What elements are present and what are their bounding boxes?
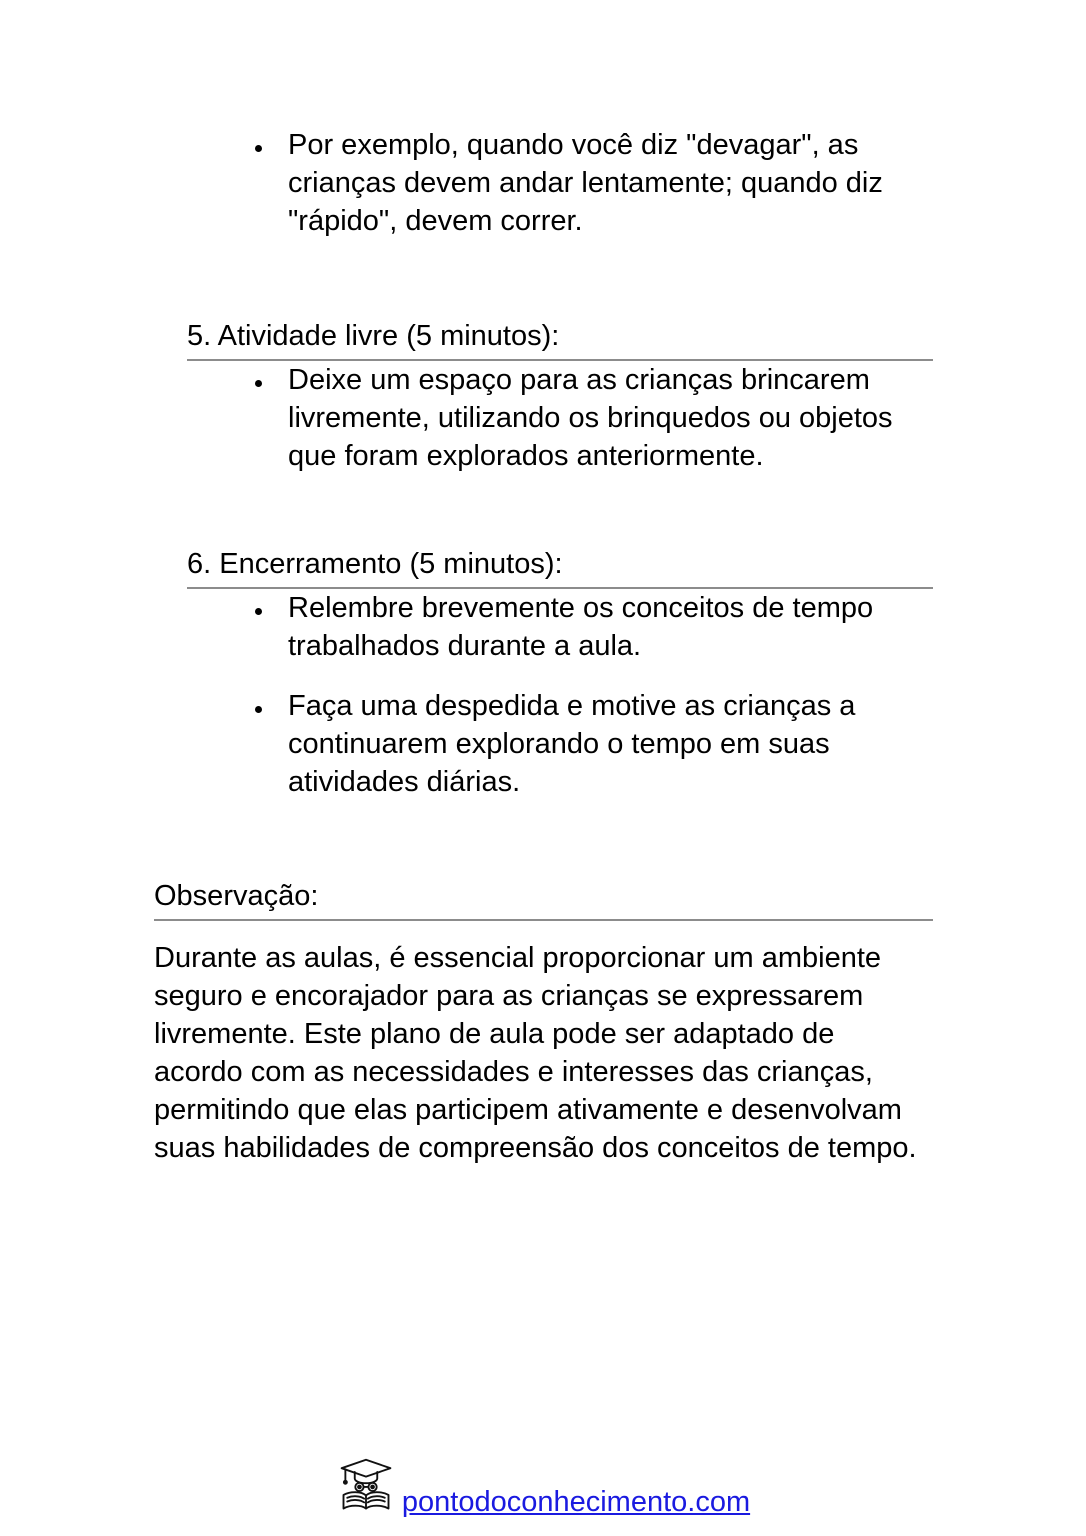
list-item — [288, 589, 928, 665]
list-item — [288, 126, 928, 240]
list-item — [288, 687, 928, 801]
list-item-text: Por exemplo, quando você diz "devagar", as crianças devem andar lentamente; quando diz "rápido", devem correr. — [288, 129, 883, 237]
footer-link[interactable]: pontodoconhecimento.com — [401, 1486, 751, 1518]
bullet-icon — [255, 706, 262, 713]
section-5-bullet-list — [154, 361, 933, 475]
bullet-icon — [255, 145, 262, 152]
bullet-icon — [255, 380, 262, 387]
section-6-bullet-list — [154, 589, 933, 801]
section-heading-observacao: Observação: — [154, 878, 933, 921]
list-item-text: Faça uma despedida e motive as crianças a continuarem explorando o tempo em suas atividades diárias. — [288, 690, 856, 798]
section-heading-encerramento: 6. Encerramento (5 minutos): — [187, 546, 933, 589]
list-item-text: Relembre brevemente os conceitos de tempo trabalhados durante a aula. — [288, 592, 874, 662]
bullet-icon — [255, 608, 262, 615]
section-heading-atividade-livre: 5. Atividade livre (5 minutos): — [187, 318, 933, 361]
graduate-reading-book-icon — [336, 1456, 396, 1516]
footer — [0, 1456, 1086, 1520]
list-item-text: Deixe um espaço para as crianças brincarem livremente, utilizando os brinquedos ou objetos que foram explorados anteriormente. — [288, 364, 893, 472]
intro-bullet-list — [154, 126, 933, 240]
list-item — [288, 361, 928, 475]
observation-paragraph: Durante as aulas, é essencial proporcionar um ambiente seguro e encorajador para as crianças se expressarem livremente. Este plano de aula pode ser adaptado de acordo com as necessidades e interesses das crianças, permitindo que elas participem ativamente e desenvolvam suas habilidades de compreensão dos conceitos de tempo. — [154, 942, 917, 1164]
